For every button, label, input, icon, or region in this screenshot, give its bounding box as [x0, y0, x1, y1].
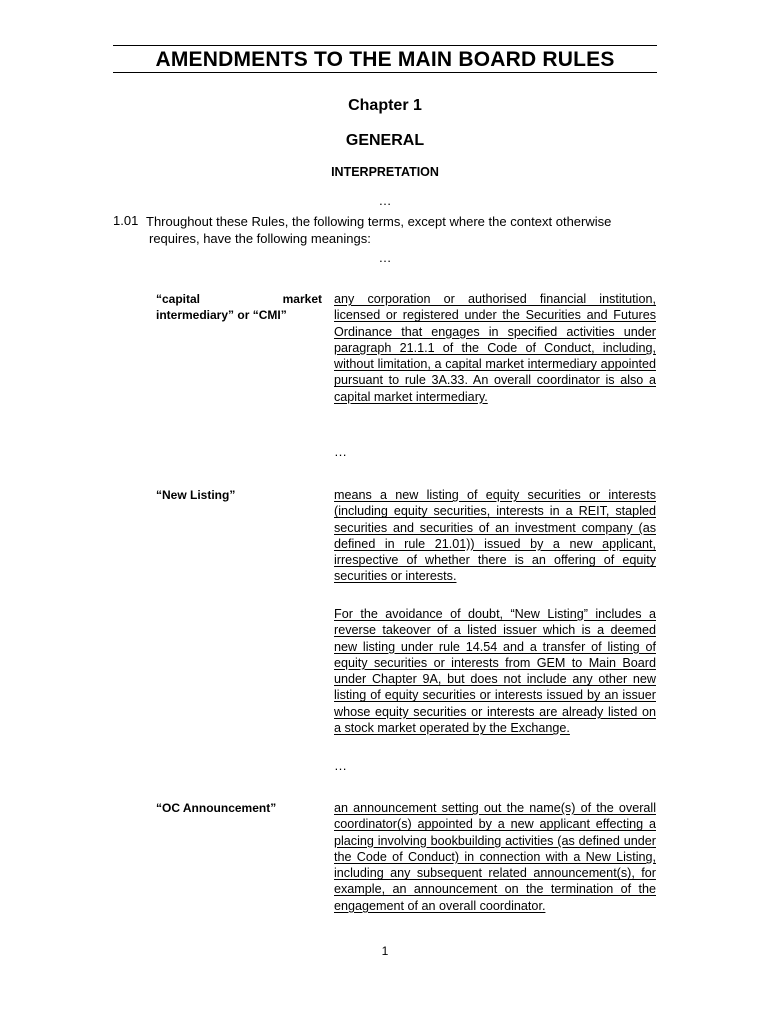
definition-text-oc-announcement: an announcement setting out the name(s) of the overall coordinator(s) appointed by a new applicant effecting a placing involving bookbuilding activities (as defined under the Code of Conduct) in connection with a New Listing, including any subsequent related announcement(s), for example, an announcement on the termination of the engagement of an overall coordinator.: [334, 801, 656, 913]
definition-term-new-listing: “New Listing”: [156, 488, 236, 502]
ellipsis-2: …: [378, 250, 392, 265]
rule-number: 1.01: [113, 213, 139, 228]
ellipsis-1: …: [378, 193, 392, 208]
title-rule-top: [113, 45, 657, 46]
title-rule-bottom: [113, 72, 657, 73]
document-title: AMENDMENTS TO THE MAIN BOARD RULES: [155, 48, 615, 71]
chapter-heading: Chapter 1: [348, 97, 422, 114]
definition-term-cmi: “capital market intermediary” or “CMI”: [156, 292, 322, 323]
definition-text-new-listing: means a new listing of equity securities or interests (including equity securities, interests in a REIT, stapled securities and securities of an investment company (as defined in rule 21.01)) issued by a new applicant, irrespective of whether there is an offering of equity securities or interests.: [334, 488, 656, 584]
definition-term-oc-announcement: “OC Announcement”: [156, 801, 277, 815]
chapter-title: GENERAL: [345, 132, 425, 149]
rule-text: Throughout these Rules, the following terms, except where the context otherwise requires, have the following meanings:: [146, 214, 612, 246]
ellipsis-4: …: [334, 758, 347, 773]
ellipsis-3: …: [334, 444, 347, 459]
definition-text-cmi: any corporation or authorised financial institution, licensed or registered under the Securities and Futures Ordinance that engages in specified activities under paragraph 21.1.1 of the Code of Conduct, including, without limitation, a capital market intermediary appointed pursuant to rule 3A.33. An overall coordinator is also a capital market intermediary.: [334, 292, 656, 404]
section-heading: INTERPRETATION: [331, 165, 439, 179]
page-number: 1: [381, 944, 389, 958]
definition-text-new-listing-avoidance: For the avoidance of doubt, “New Listing” includes a reverse takeover of a listed issuer which is a deemed new listing under rule 14.54 and a transfer of listing of equity securities or interests from GEM to Main Board under Chapter 9A, but does not include any other new listing of equity securities or interests issued by an issuer whose equity securities or interests are already listed on a stock market operated by the Exchange.: [334, 607, 656, 736]
